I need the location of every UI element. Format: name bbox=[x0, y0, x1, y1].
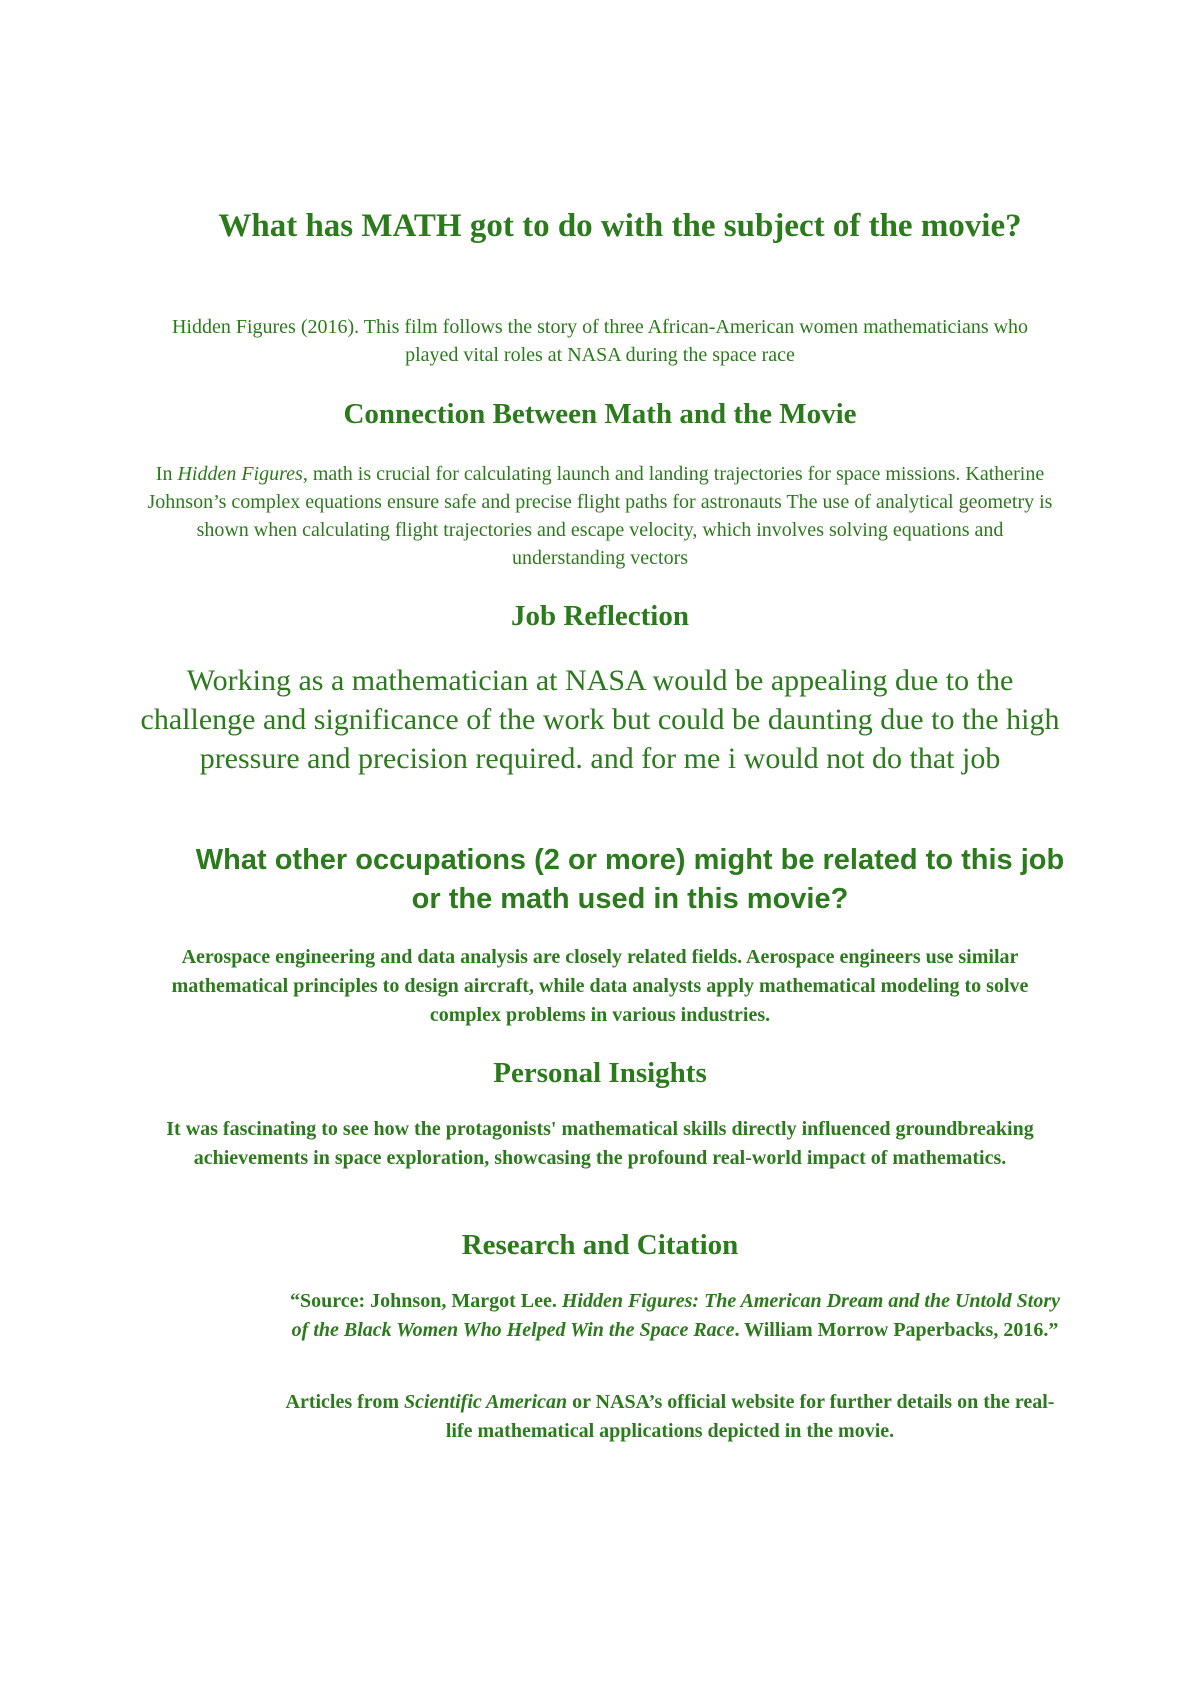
connection-prefix: In bbox=[155, 463, 178, 485]
connection-paragraph bbox=[140, 460, 1060, 572]
citation-suffix: . William Morrow Paperbacks, 2016.” bbox=[734, 1319, 1059, 1341]
connection-film-title: Hidden Figures bbox=[177, 463, 303, 485]
citation-book-title: Hidden Figures: The American Dream and the Untold Story of the Black Women Who Helped Win the Space Race bbox=[291, 1290, 1061, 1341]
research-heading: Research and Citation bbox=[461, 1229, 739, 1261]
articles-prefix: Articles from bbox=[285, 1391, 404, 1413]
citation-prefix: “Source: Johnson, Margot Lee. bbox=[289, 1290, 562, 1312]
articles-paragraph bbox=[280, 1388, 1060, 1446]
occupations-heading: What other occupations (2 or more) might be related to this job or the math used in this movie? bbox=[195, 844, 1065, 915]
citation-paragraph bbox=[280, 1287, 1070, 1345]
job-reflection-paragraph: Working as a mathematician at NASA would be appealing due to the challenge and significance of the work but could be daunting due to the high pressure and precision required. and for me i would not do that job bbox=[140, 664, 1060, 775]
connection-heading: Connection Between Math and the Movie bbox=[343, 398, 857, 430]
connection-text: , math is crucial for calculating launch and landing trajectories for space missions. Katherine Johnson’s complex equations ensure safe and precise flight paths for astronauts The use of analytical geometry is shown when calculating flight trajectories and escape velocity, which involves solving equations and understanding vectors bbox=[147, 463, 1053, 569]
articles-source: Scientific American bbox=[403, 1391, 568, 1413]
job-reflection-heading: Job Reflection bbox=[511, 600, 689, 632]
occupations-paragraph: Aerospace engineering and data analysis are closely related fields. Aerospace engineers use similar mathematical principles to design aircraft, while data analysts apply mathematical modeling to solve complex problems in various industries. bbox=[171, 946, 1029, 1026]
personal-insights-paragraph: It was fascinating to see how the protagonists' mathematical skills directly influenced groundbreaking achievements in space exploration, showcasing the profound real-world impact of mathematics. bbox=[166, 1118, 1034, 1169]
intro-paragraph: Hidden Figures (2016). This film follows the story of three African-American women mathematicians who played vital roles at NASA during the space race bbox=[171, 316, 1029, 366]
articles-suffix: or NASA’s official website for further details on the real-life mathematical applications depicted in the movie. bbox=[445, 1391, 1055, 1442]
page-title: What has MATH got to do with the subject of the movie? bbox=[218, 208, 1022, 244]
personal-insights-heading: Personal Insights bbox=[493, 1057, 707, 1089]
